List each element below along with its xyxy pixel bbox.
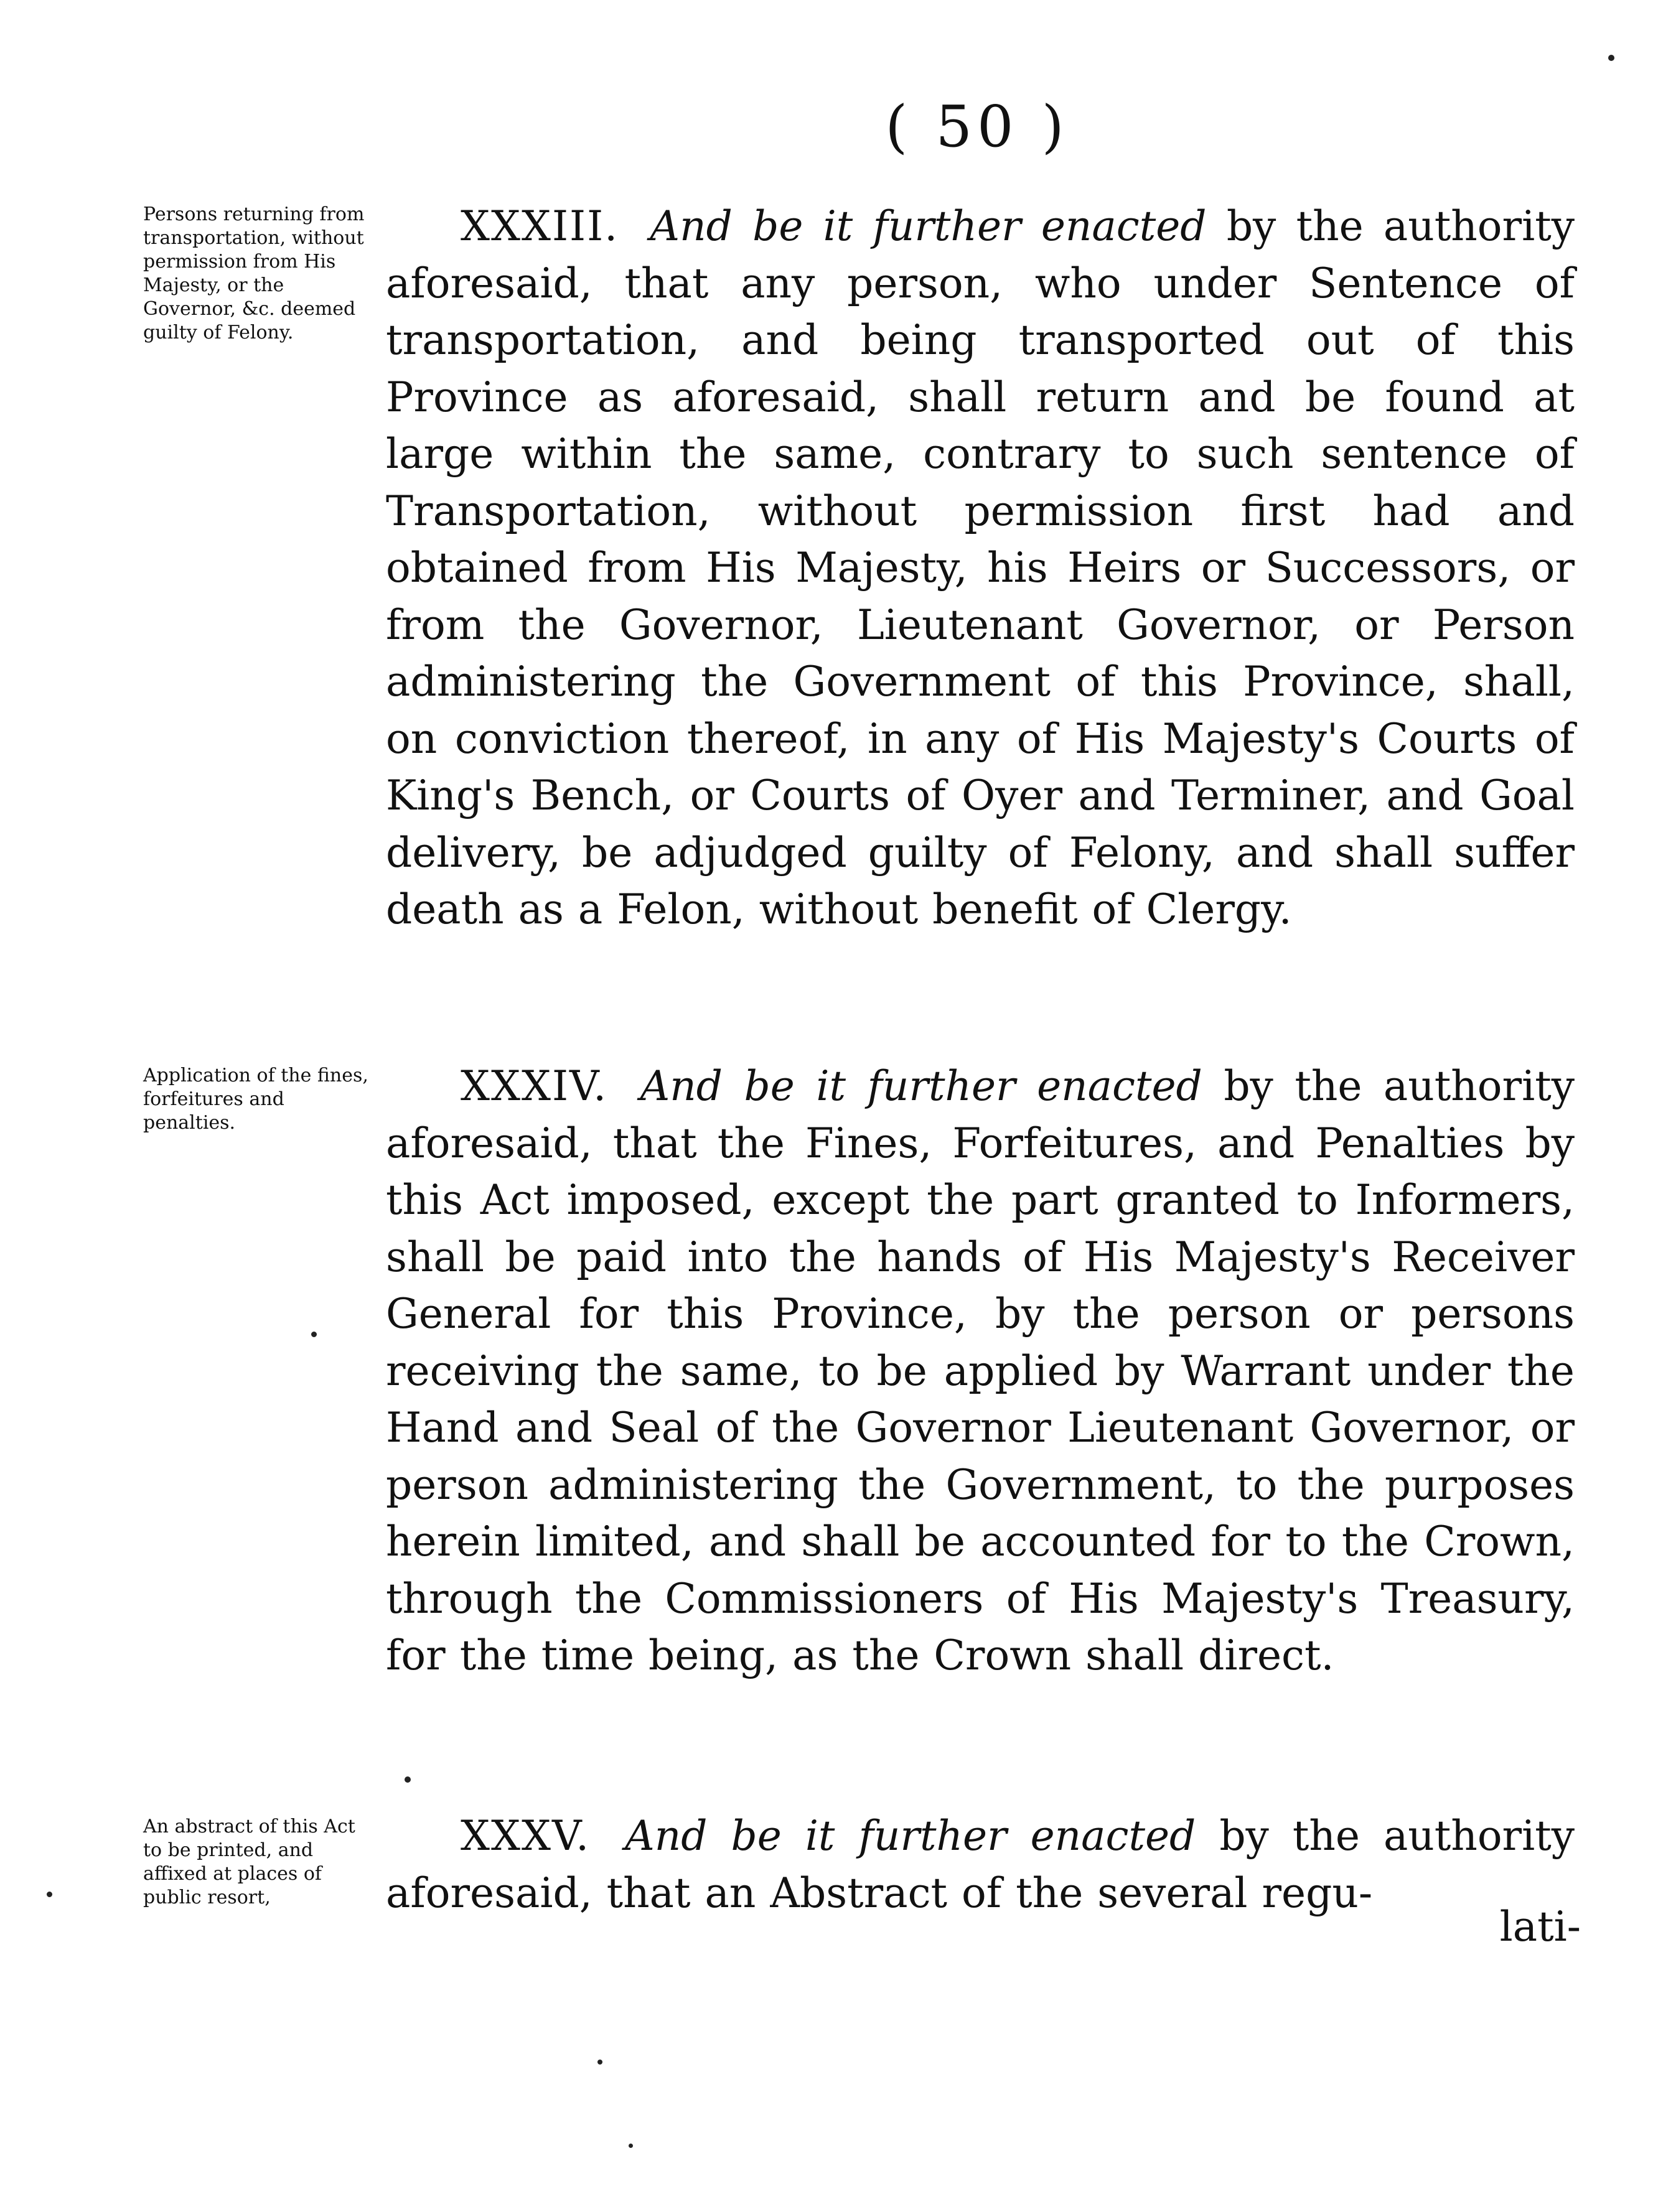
section-numeral: XXXIV. (461, 1062, 608, 1110)
section-body: by the authority aforesaid, that any person, who under Sentence of transportation, and being transported out of this Province as aforesaid, shall return and be found at large within the same, contrary to such sentence of Transportation, without permission first had and obtained from His Majesty, his Heirs or Successors, or from the Governor, Lieutenant Governor, or Person administering the Government of this Province, shall, on conviction thereof, in any of His Majesty's Courts of King's Bench, or Courts of Oyer and Terminer, and Goal delivery, be adjudged guilty of Felony, and shall suffer death as a Felon, without benefit of Clergy. (386, 202, 1575, 933)
ink-speck (311, 1332, 317, 1337)
ink-speck (629, 2144, 633, 2148)
margin-note: Persons returning from transportation, without permission from His Majesty, or the Governor, &c. deemed guilty of Felony. (143, 203, 365, 343)
ink-speck (405, 1776, 411, 1783)
ink-speck (1608, 55, 1614, 61)
section-numeral: XXXIII. (461, 202, 619, 250)
section-text (386, 198, 1575, 938)
section-body: by the authority aforesaid, that the Fines, Forfeitures, and Penalties by this Act imposed, except the part granted to Informers, shall be paid into the hands of His Majesty's Receiver General for this Province, by the person or persons receiving the same, to be applied by Warrant under the Hand and Seal of the Governor Lieutenant Governor, or person administering the Government, to the purposes herein limited, and shall be accounted for to the Crown, through the Commissioners of His Majesty's Treasury, for the time being, as the Crown shall direct. (386, 1062, 1575, 1679)
margin-note: An abstract of this Act to be printed, and affixed at places of public resort, (143, 1816, 355, 1908)
section-text (386, 1808, 1575, 1921)
enacting-clause: And be it further enacted (640, 1062, 1202, 1110)
ink-speck (597, 2060, 602, 2065)
margin-note: Application of the fines, forfeitures and penalties. (143, 1065, 368, 1134)
enacting-clause: And be it further enacted (650, 202, 1207, 250)
enacting-clause: And be it further enacted (625, 1812, 1196, 1860)
section-numeral: XXXV. (461, 1812, 591, 1860)
catchword: lati- (1499, 1903, 1581, 1951)
page-number: ( 50 ) (885, 93, 1069, 160)
section-body: by the authority aforesaid, that an Abstract of the several regu- (386, 1812, 1575, 1917)
ink-speck (47, 1892, 52, 1897)
section-text (386, 1058, 1575, 1684)
